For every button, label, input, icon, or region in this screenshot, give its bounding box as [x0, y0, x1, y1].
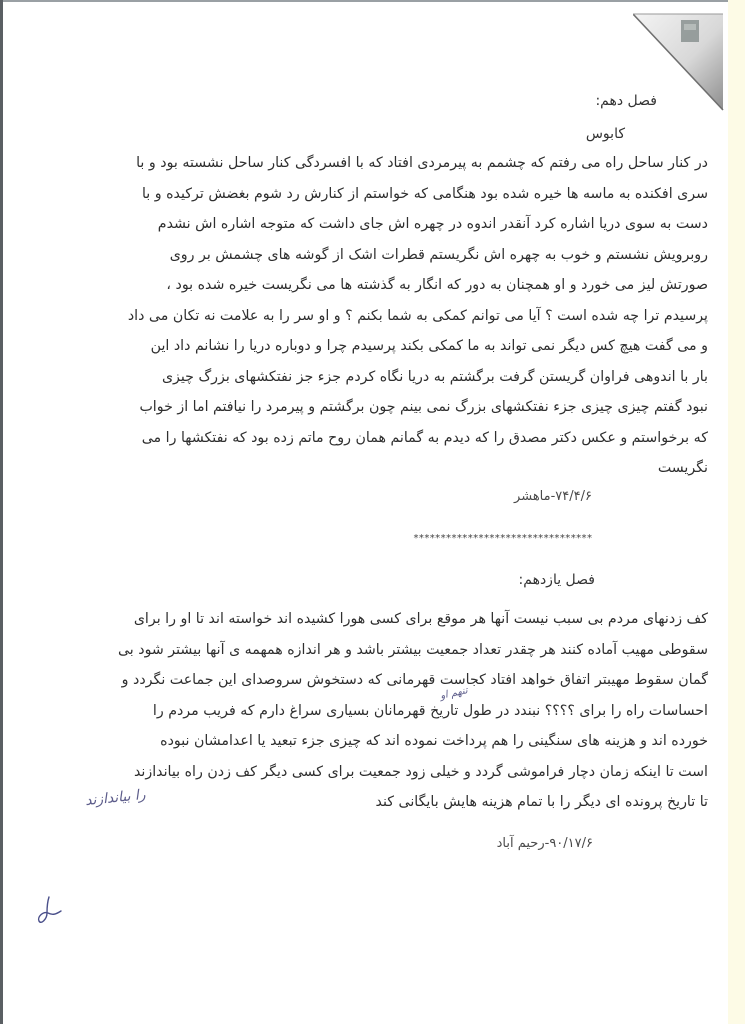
body-line: صورتش لیز می خورد و او همچنان به دور که انگار به گذشته ها می نگریست خیره شده بود ، — [166, 277, 708, 293]
body-line: است تا اینکه زمان دچار فراموشی گردد و خیلی زود جمعیت برای کسی دیگر کف زدن راه بیاندازند — [133, 763, 708, 780]
body-line: بار با اندوهی فراوان گریستن گرفت برگشتم به دریا نگاه کردم جزء جز نفتکشهای بزرگ چیزی — [161, 368, 708, 385]
body-line: نگریست — [657, 460, 708, 476]
body-line: سری افکنده به ماسه ها خیره شده بود هنگامی که خواستم از کنارش رد شوم بغضش ترکیده و با — [141, 185, 708, 202]
chapter-10-heading: فصل دهم: — [595, 93, 657, 109]
body-line: پرسیدم ترا چه شده است ؟ آیا می توانم کمکی به شما بکنم ؟ و او سر را به علامت نه تکان می داد — [127, 307, 708, 324]
chapter-11-signature: ۹۰/۱۷/۶-رحیم آباد — [496, 836, 593, 851]
chapter-10-title: کابوس — [585, 126, 625, 142]
handwritten-annotation-above: تنهم او — [439, 685, 469, 702]
body-line: تا تاریخ پرونده ای دیگر را با تمام هزینه هایش بایگانی کند — [375, 794, 708, 810]
scan-top-edge — [0, 0, 745, 2]
body-line: گمان سقوط مهیبتر اتفاق خواهد افتاد کجاست قهرمانی که دستخوش سروصدای این جماعت نگردد و — [121, 672, 708, 688]
scan-left-edge — [0, 0, 3, 1024]
body-line: و می گفت هیچ کس دیگر نمی تواند به ما کمکی بکند پرسیدم چرا و دوباره دریا را نشانم داد این — [150, 338, 708, 354]
chapter-10-body — [68, 148, 708, 484]
section-divider: ********************************* — [413, 533, 592, 544]
chapter-10-signature: ۷۴/۴/۶-ماهشر — [514, 489, 592, 504]
body-line: که برخواستم و عکس دکتر مصدق را که دیدم به گمانم همان روح ماتم زده بود که نفتکشها را می — [141, 429, 708, 446]
chapter-11-heading: فصل یازدهم: — [518, 572, 595, 588]
body-line: در کنار ساحل راه می رفتم که چشمم به پیرمردی افتاد که با افسردگی کنار ساحل نشسته بود و با — [136, 155, 708, 171]
body-line: سقوطی مهیب آماده کنند هر چقدر تعداد جمعیت بیشتر باشد و هر اندازه همهمه ی آنها بیشتر شود بی — [117, 641, 708, 658]
body-line: روبرویش نشستم و خوب به چهره اش نگریستم قطرات اشک از گوشه های چشمش بر روی — [169, 246, 708, 263]
body-line: نبود گفتم چیزی چیزی جزء نفتکشهای بزرگ نمی بینم چون برگشتم و پیرمرد را نیافتم اما از خواب — [139, 399, 708, 415]
handwritten-initial-icon — [35, 895, 65, 927]
body-line: کف زدنهای مردم بی سبب نیست آنها هر موقع برای کسی هورا کشیده اند خواسته اند تا او را برای — [133, 611, 708, 627]
handwritten-margin-note: را بیاندازند — [84, 786, 147, 810]
body-line: احساسات راه را برای ؟؟؟؟ نبندد در طول تاریخ قهرمانان بسیاری سراغ دارم که فریب مردم را — [152, 702, 708, 719]
scan-right-strip — [728, 0, 745, 1024]
chapter-11-body — [68, 604, 708, 818]
staple-icon — [681, 20, 699, 42]
body-line: دست به سوی دریا اشاره کرد آنقدر اندوه در چهره اش جای داشت که متوجه اشاره اش نشدم — [157, 216, 708, 232]
body-line: خورده اند و هزینه های سنگینی را هم پرداخت نموده اند که چیزی جزء تبعید یا اعدامشان نبوده — [160, 733, 708, 749]
